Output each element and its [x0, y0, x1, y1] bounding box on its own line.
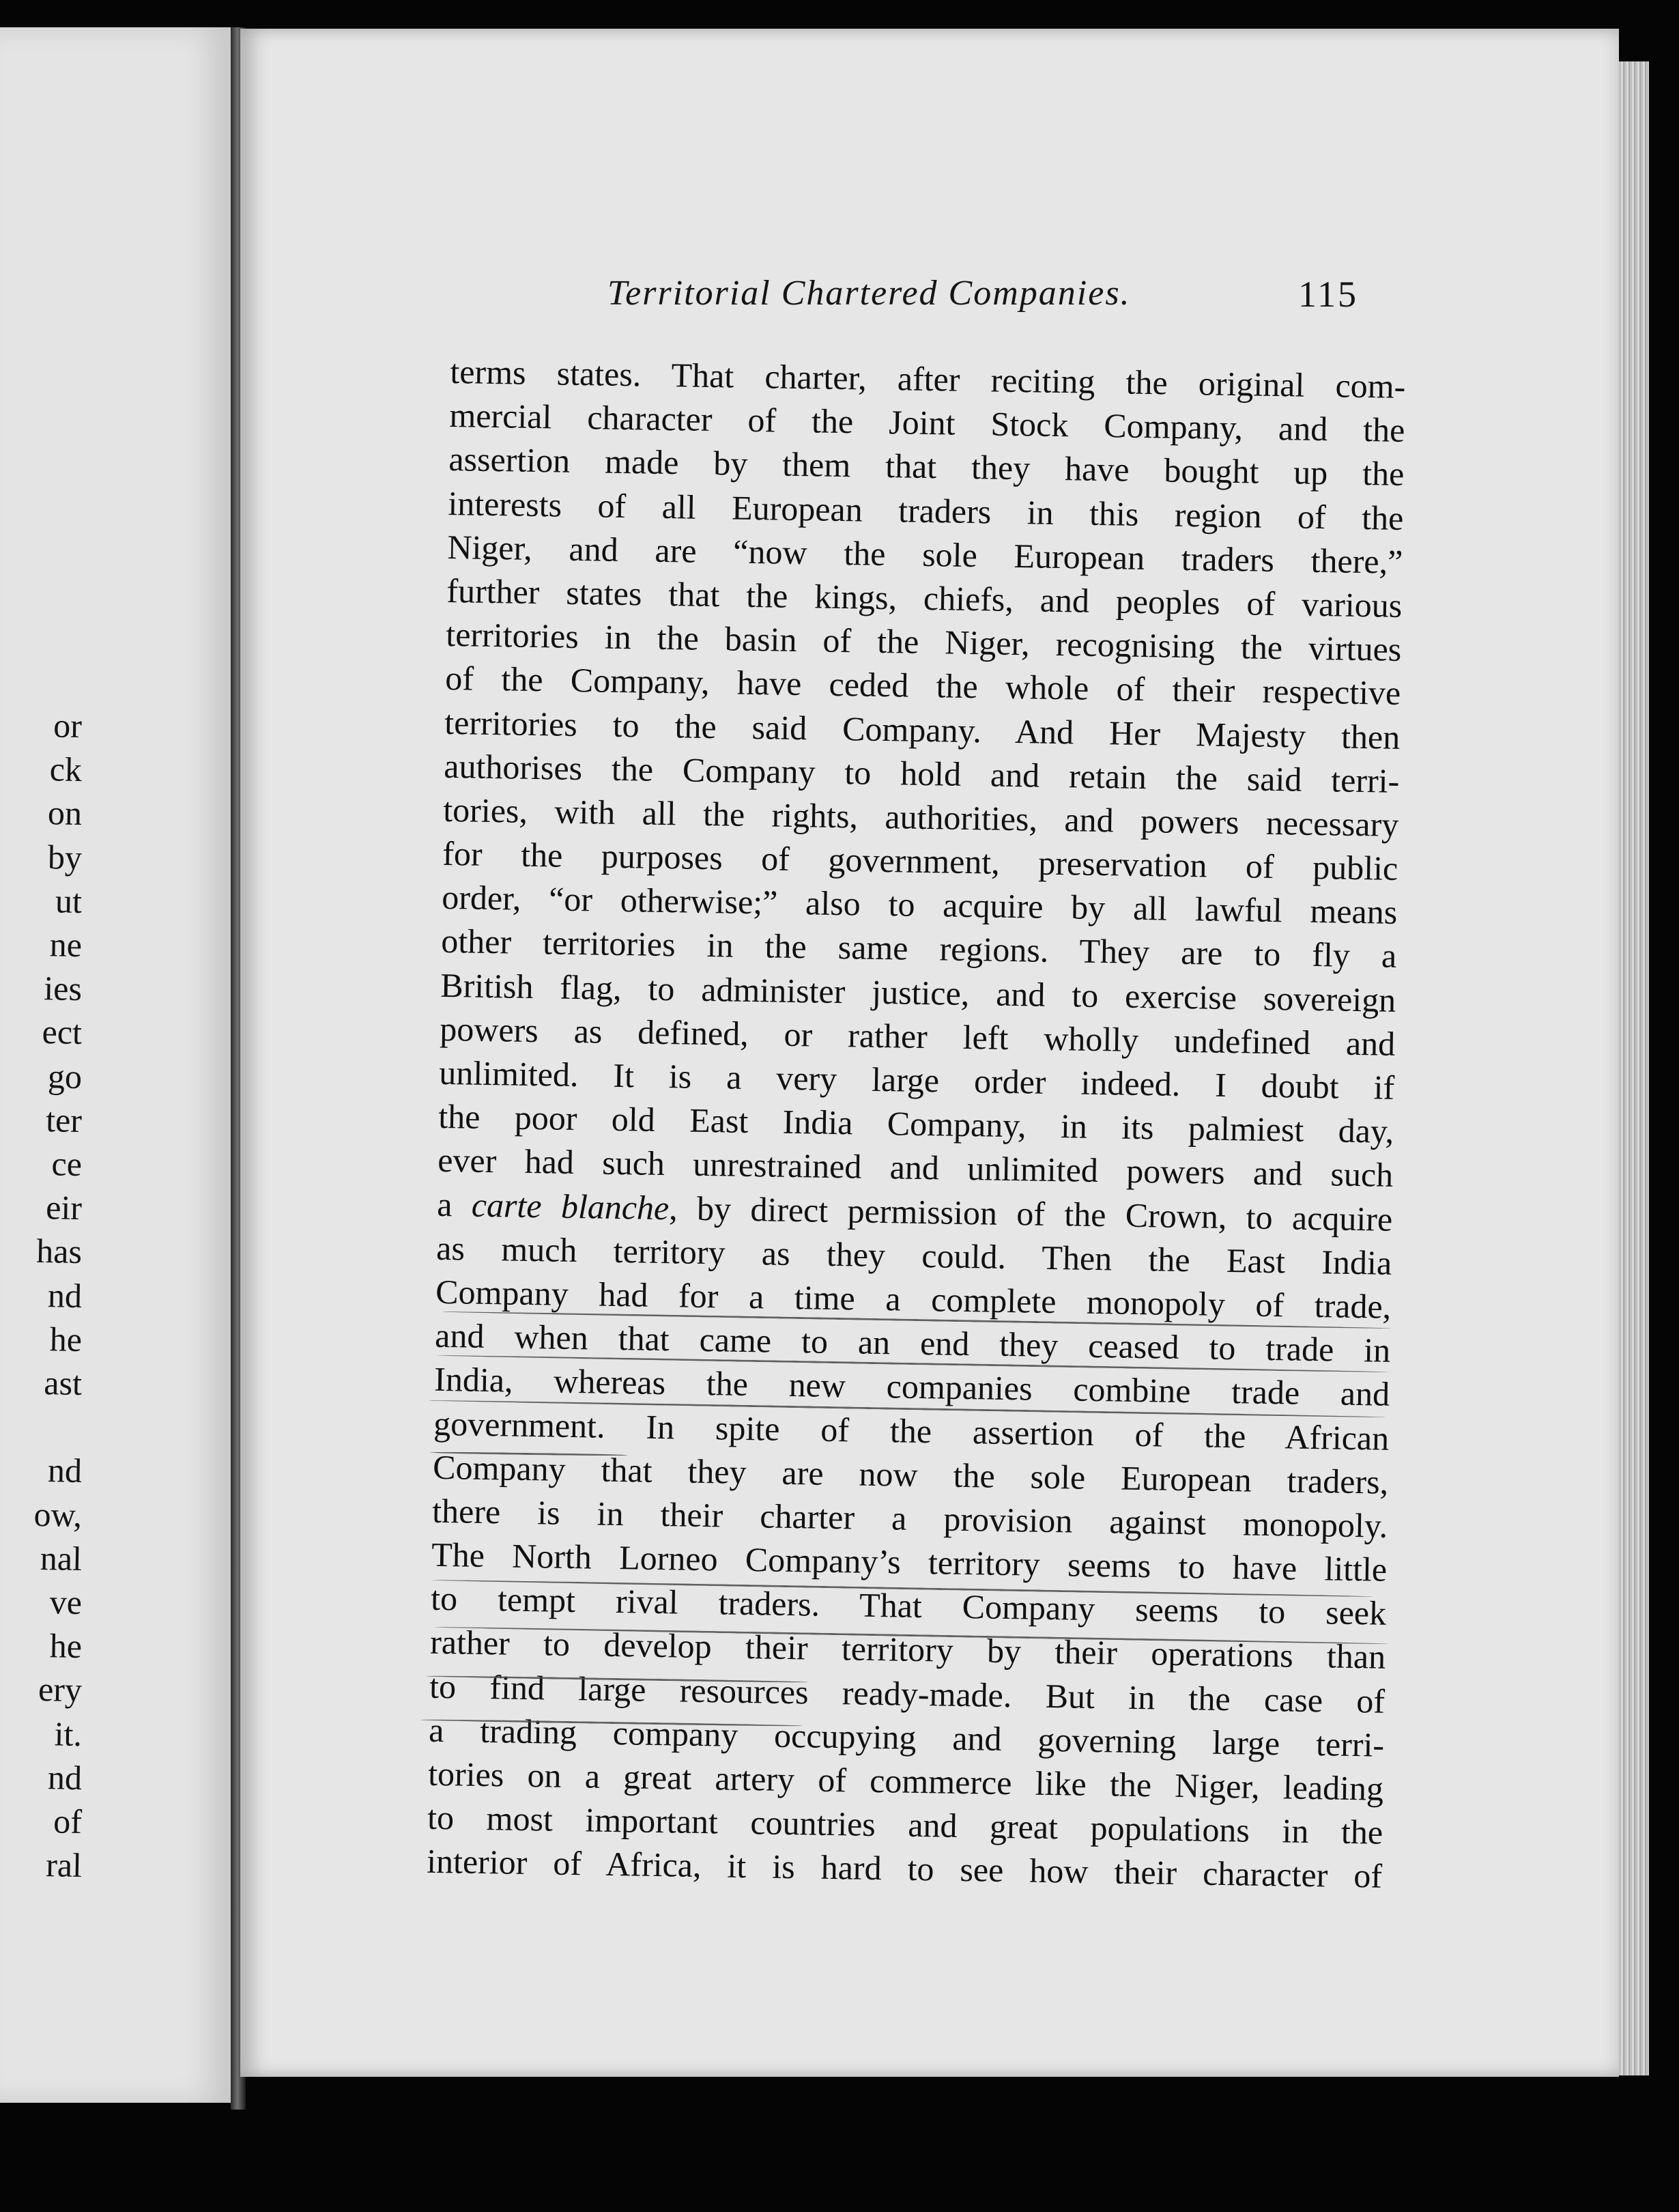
text-line-segment: India, whereas the new companies combine trade and: [433, 1360, 1390, 1414]
facing-page-line: ral: [45, 1845, 83, 1885]
text-line-segment: as much territory as they could. Then the East India: [435, 1228, 1392, 1282]
text-line-segment: authorises the Company to hold and retain the said terri-: [443, 746, 1400, 800]
facing-page-line: ter: [45, 1100, 83, 1139]
facing-page-line: go: [47, 1056, 83, 1096]
facing-page-line: nd: [47, 1757, 83, 1797]
facing-page-line: he: [49, 1320, 83, 1359]
text-line-segment: there is in their charter a provision against monopoly.: [431, 1491, 1388, 1545]
text-line-segment: other territories in the same regions. They are to fly a: [440, 922, 1397, 976]
running-head: [355, 273, 1358, 321]
facing-page-line: has: [35, 1232, 83, 1271]
facing-page-line: ect: [42, 1012, 83, 1052]
text-line-segment: tories on a great artery of commerce like the Niger, leading: [427, 1754, 1384, 1808]
italic-phrase: carte blanche: [471, 1185, 670, 1227]
facing-page-line: it.: [54, 1714, 83, 1753]
text-line-segment: tories, with all the rights, authorities, and powers necessary: [442, 790, 1399, 844]
page-edges: [1619, 61, 1649, 2075]
text-line-segment: to most important countries and great populations in the: [427, 1798, 1383, 1852]
text-line-segment: of the Company, have ceded the whole of their respective: [445, 659, 1401, 713]
facing-page-line: ast: [43, 1363, 83, 1403]
text-line-segment: to tempt rival traders. That Company seems to seek: [430, 1579, 1387, 1633]
facing-page-line: by: [47, 837, 83, 877]
text-line-segment: powers as defined, or rather left wholly undefined and: [439, 1009, 1396, 1063]
facing-page-line: of: [53, 1802, 83, 1841]
text-line-segment: territories in the basin of the Niger, recognising the virtues: [446, 615, 1402, 669]
text-line-segment: for the purposes of government, preservation of public: [442, 834, 1398, 888]
running-title: Territorial Chartered Companies.: [607, 274, 1131, 313]
text-line-segment: Company had for a time a complete monopoly of trade,: [435, 1272, 1392, 1326]
text-line-segment: Company that they are now the sole European traders,: [432, 1447, 1389, 1501]
text-line-segment: The North Lorneo Company’s territory seems to have little: [431, 1535, 1388, 1589]
facing-page-line: ut: [55, 881, 83, 920]
page-number: 115: [1298, 274, 1358, 315]
facing-page-line: on: [47, 793, 83, 833]
facing-page-line: ck: [49, 750, 83, 789]
text-line-segment: further states that the kings, chiefs, and peoples of various: [446, 571, 1403, 625]
facing-page-line: ve: [49, 1583, 83, 1622]
text-line-segment: a: [436, 1185, 472, 1224]
text-line-segment: order, “or otherwise;” also to acquire by all lawful means: [441, 878, 1398, 932]
text-line-segment: territories to the said Company. And Her Majesty then: [444, 703, 1401, 756]
facing-page-line: ne: [49, 925, 83, 965]
facing-page-line: ies: [43, 969, 83, 1008]
text-line-segment: British flag, to administer justice, and to exercise sovereign: [440, 965, 1396, 1019]
text-line-segment: to find large resources ready-made. But in the case of: [429, 1667, 1386, 1720]
text-line-segment: government. In spite of the assertion of the African: [433, 1404, 1390, 1458]
facing-page-line: ow,: [33, 1494, 83, 1534]
text-line-segment: Niger, and are “now the sole European traders there,”: [447, 527, 1403, 581]
body-text: [427, 350, 1406, 1898]
text-line-segment: terms states. That charter, after reciting the original com-: [450, 352, 1406, 406]
text-line-segment: a trading company occupying and governing large terri-: [428, 1710, 1385, 1764]
facing-page-line: eir: [45, 1188, 83, 1228]
text-line-segment: interests of all European traders in this region of the: [448, 483, 1404, 537]
text-line-segment: interior of Africa, it is hard to see how their character of: [426, 1842, 1383, 1896]
text-line-segment: , by direct permission of the Crown, to acquire: [668, 1188, 1393, 1238]
facing-page-line: nd: [47, 1451, 83, 1490]
text-line-segment: assertion made by them that they have bought up the: [448, 440, 1405, 494]
text-line-segment: unlimited. It is a very large order indeed. I doubt if: [438, 1053, 1395, 1107]
facing-page-line: he: [49, 1626, 83, 1666]
facing-page-line: or: [53, 706, 83, 746]
text-line-segment: and when that came to an end they ceased to trade in: [434, 1316, 1391, 1370]
facing-page: [0, 27, 231, 2103]
text-line-segment: the poor old East India Company, in its palmiest day,: [437, 1097, 1394, 1151]
text-line-segment: mercial character of the Joint Stock Company, and the: [449, 396, 1405, 450]
facing-page-line: nd: [47, 1275, 83, 1315]
facing-page-line: ery: [38, 1670, 83, 1710]
text-line-segment: rather to develop their territory by their operations than: [429, 1623, 1386, 1677]
facing-page-line: ce: [51, 1144, 83, 1184]
facing-page-line: nal: [40, 1538, 83, 1578]
text-line-segment: ever had such unrestrained and unlimited powers and such: [437, 1141, 1394, 1195]
